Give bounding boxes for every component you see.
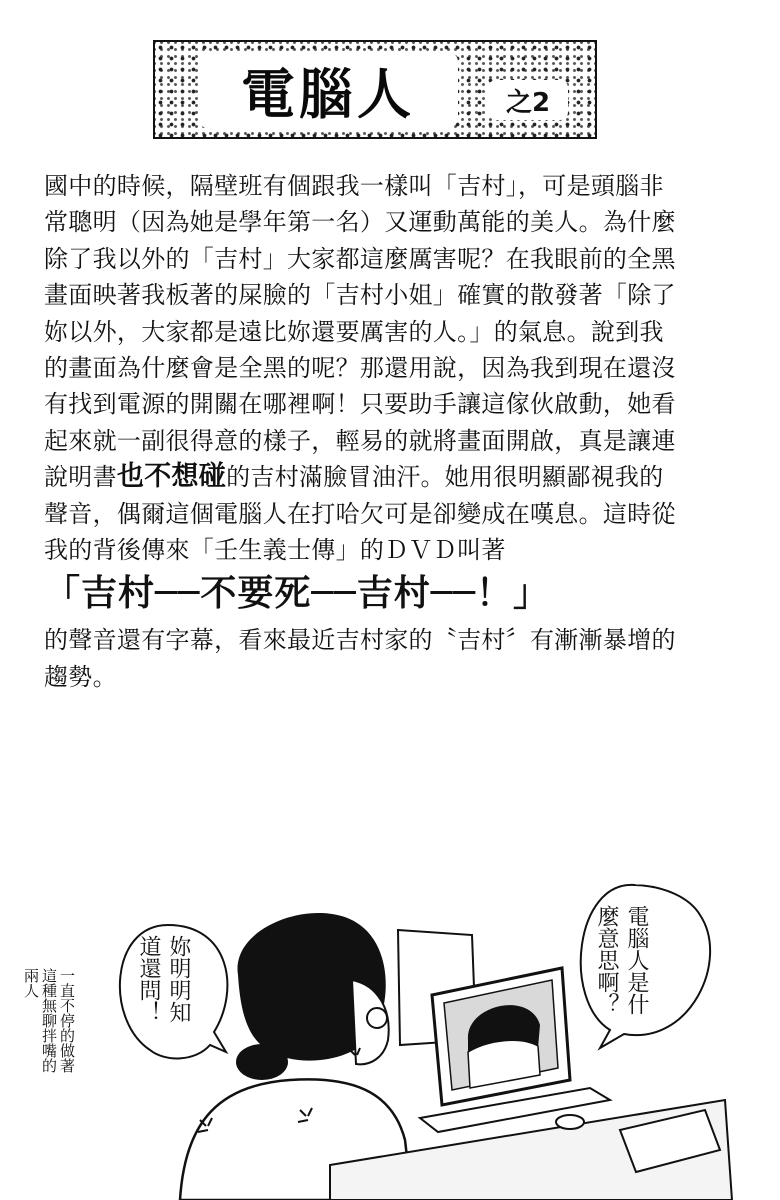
text-line: 的畫面為什麼會是全黑的呢？那還用說，因為我到現在還沒	[44, 354, 676, 383]
text-segment: 的吉村滿臉冒油汗。她用很明顯鄙視我的	[226, 463, 664, 492]
text-line-emphasis	[44, 459, 744, 495]
text-line: 有找到電源的開關在哪裡啊！只要助手讓這傢伙啟動，她看	[44, 390, 676, 419]
text-line: 國中的時候，隔壁班有個跟我一樣叫「吉村」，可是頭腦非	[44, 172, 664, 200]
text-line: 妳以外，大家都是遠比妳還要厲害的人。」的氣息。說到我	[44, 317, 664, 346]
speech-bubble-right-text: 電腦人是什麼意思啊？	[594, 905, 649, 1015]
text-line: 起來就一副很得意的樣子，輕易的就將畫面開啟，真是讓連	[44, 426, 676, 455]
text-line: 我的背後傳來「壬生義士傳」的ＤＶＤ叫著	[44, 536, 506, 565]
text-line: 畫面映著我板著的屎臉的「吉村小姐」確實的散發著「除了	[44, 281, 676, 310]
text-line: 的聲音還有字幕，看來最近吉村家的〝吉村〞有漸漸暴增的	[44, 626, 676, 655]
mouse-icon	[556, 1115, 584, 1129]
text-line: 趨勢。	[44, 662, 117, 691]
hair-bun	[236, 1044, 288, 1080]
side-caption: 一直不停的做著這種無聊拌嘴的兩人	[22, 968, 76, 1073]
page-title: 電腦人	[198, 52, 458, 128]
speech-bubble-left-text: 妳明明知道還問！	[136, 935, 191, 1023]
shout-text: 「吉村──不要死──吉村──！」	[44, 573, 551, 615]
comic-illustration	[0, 845, 780, 1200]
page-subtitle: 之2	[488, 80, 568, 120]
text-line: 聲音，偶爾這個電腦人在打哈欠可是卻變成在嘆息。這時從	[44, 499, 676, 528]
body-text	[44, 168, 744, 695]
text-segment: 說明書	[44, 463, 117, 492]
text-line: 常聰明（因為她是學年第一名）又運動萬能的美人。為什麼	[44, 208, 676, 237]
text-line: 除了我以外的「吉村」大家都這麼厲害呢？在我眼前的全黑	[44, 244, 676, 273]
emphasis-text: 也不想碰	[116, 461, 227, 493]
